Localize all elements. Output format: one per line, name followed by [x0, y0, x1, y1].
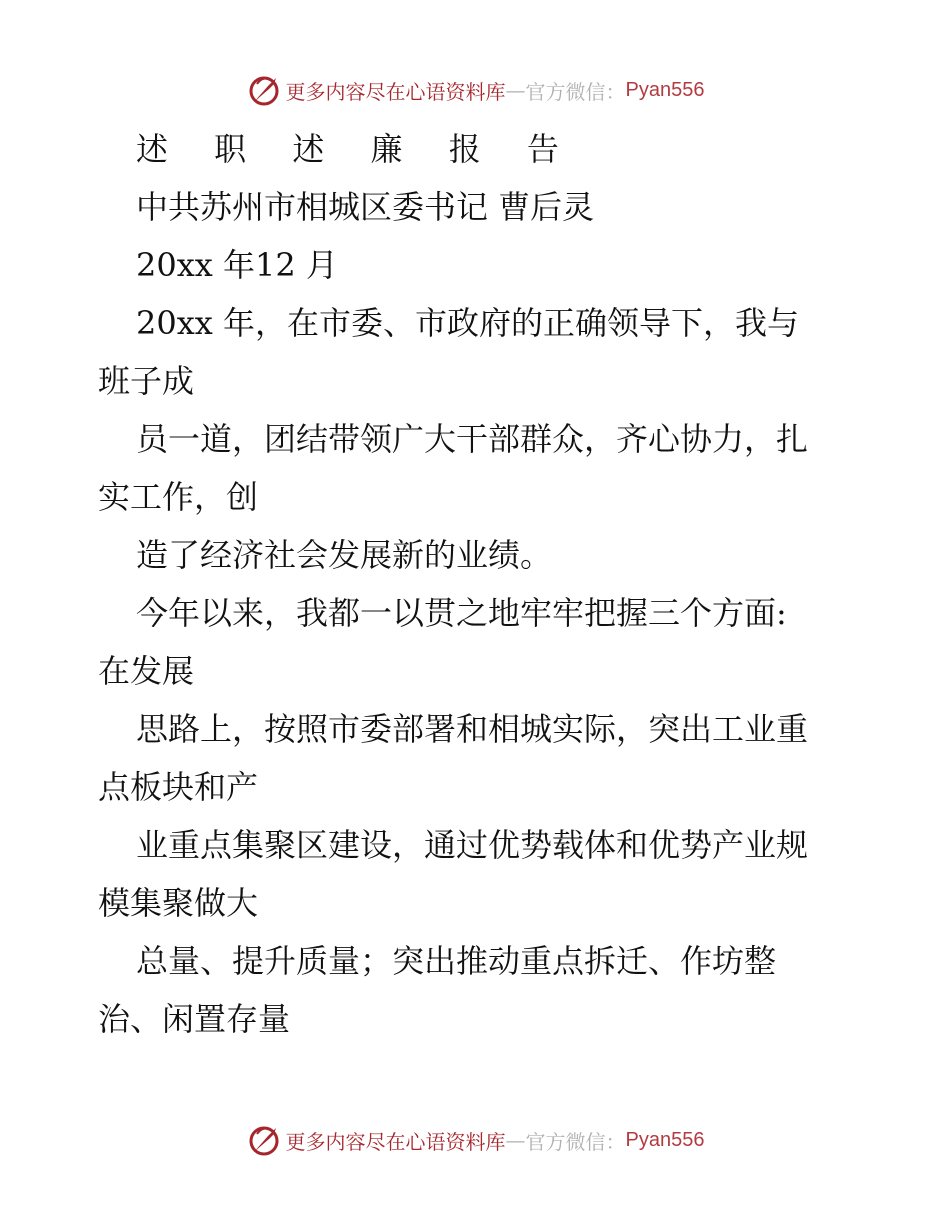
document-date: 20xx 年12 月 — [136, 246, 338, 284]
paragraph-line: 总量、提升质量；突出推动重点拆迁、作坊整 — [136, 942, 777, 980]
quill-seal-icon — [246, 1122, 282, 1158]
watermark-wechat-id: Pyan556 — [625, 1128, 705, 1151]
document-body — [98, 120, 858, 1048]
watermark-wechat-label: 官方微信： — [525, 1129, 626, 1154]
paragraph-line: 治、闲置存量 — [98, 1000, 291, 1038]
paragraph-line: 班子成 — [98, 362, 195, 400]
watermark-header — [0, 70, 950, 110]
document-author: 中共苏州市相城区委书记 曹后灵 — [136, 188, 595, 226]
paragraph-line: 业重点集聚区建设，通过优势载体和优势产业规 — [136, 826, 809, 864]
paragraph-line: 20xx 年，在市委、市政府的正确领导下，我与 — [136, 304, 799, 342]
watermark-wechat-id: Pyan556 — [625, 78, 705, 101]
watermark-footer — [0, 1120, 950, 1160]
paragraph-line: 点板块和产 — [98, 768, 259, 806]
paragraph-line: 员一道，团结带领广大干部群众，齐心协力，扎 — [136, 420, 809, 458]
watermark-text: 更多内容尽在心语资料库 — [285, 1129, 506, 1154]
document-title: 述 职 述 廉 报 告 — [136, 130, 577, 168]
paragraph-line: 思路上，按照市委部署和相城实际，突出工业重 — [136, 710, 809, 748]
paragraph-line: 今年以来，我都一以贯之地牢牢把握三个方面: — [136, 594, 787, 632]
watermark-separator: — — [505, 1128, 526, 1152]
watermark-text: 更多内容尽在心语资料库 — [285, 79, 506, 104]
watermark-wechat-label: 官方微信： — [525, 79, 626, 104]
paragraph-line: 模集聚做大 — [98, 884, 259, 922]
watermark-separator: — — [505, 78, 526, 102]
paragraph-line: 实工作，创 — [98, 478, 259, 516]
quill-seal-icon — [246, 72, 282, 108]
paragraph-line: 在发展 — [98, 652, 195, 690]
paragraph-line: 造了经济社会发展新的业绩。 — [136, 536, 553, 574]
